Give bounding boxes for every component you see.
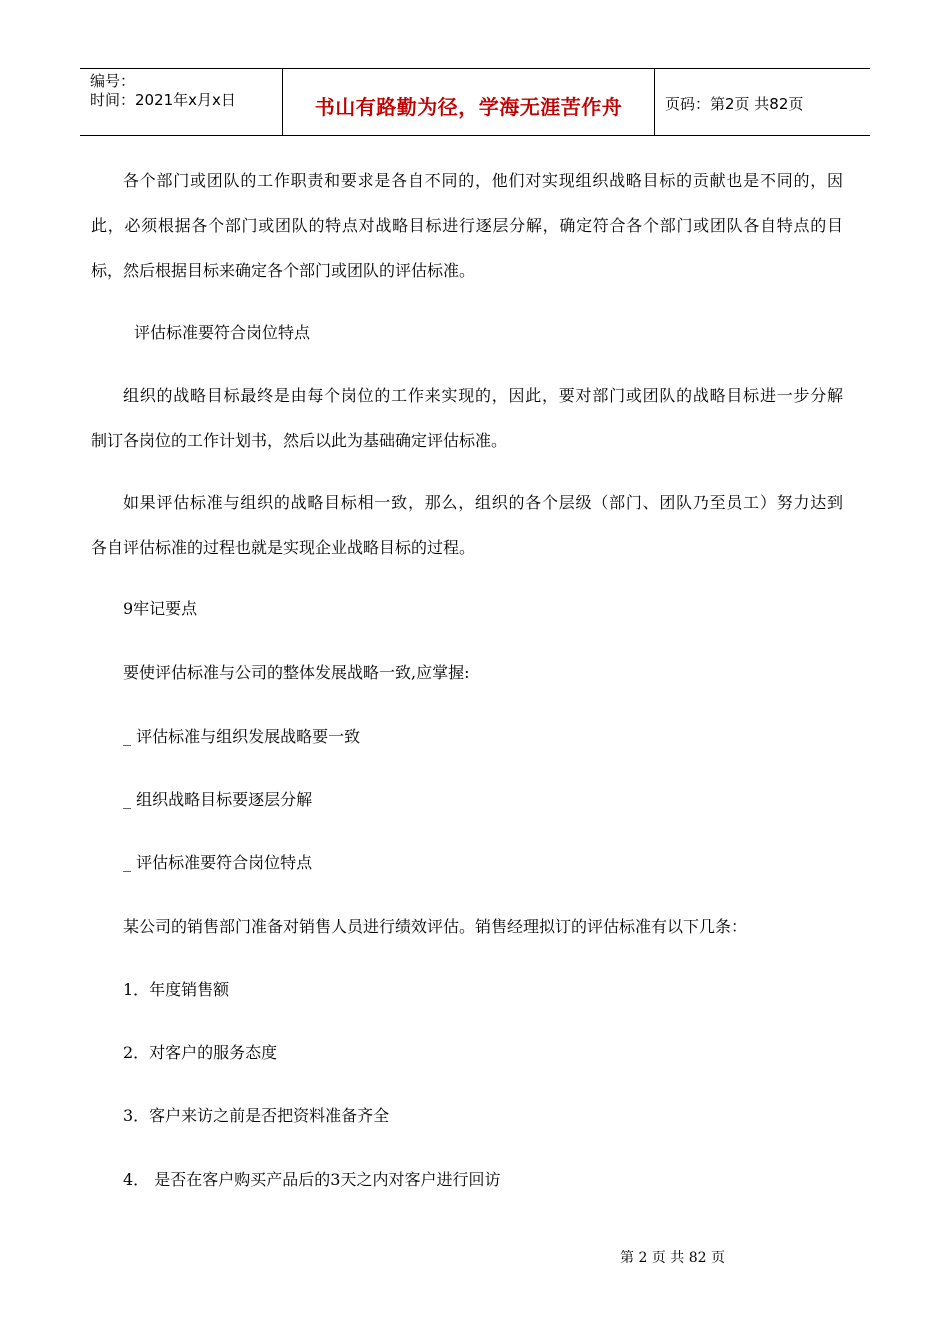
list-item: 1．年度销售额 (123, 980, 230, 999)
paragraph-line: 各个部门或团队的工作职责和要求是各自不同的，他们对实现组织战略目标的贡献也是不同的，因 (123, 171, 843, 190)
header-page-cell (655, 69, 870, 135)
subheading: 评估标准要符合岗位特点 (134, 323, 311, 342)
list-item: _ 组织战略目标要逐层分解 (123, 790, 313, 809)
case-intro: 某公司的销售部门准备对销售人员进行绩效评估。销售经理拟订的评估标准有以下几条： (123, 917, 748, 936)
paragraph-line: 标，然后根据目标来确定各个部门或团队的评估标准。 (91, 261, 476, 280)
header-motto-cell (282, 69, 655, 135)
page-label: 页码：第2页 共82页 (665, 95, 804, 113)
keypoints-intro: 要使评估标准与公司的整体发展战略一致,应掌握: (123, 663, 470, 682)
list-item: _ 评估标准与组织发展战略要一致 (123, 727, 361, 746)
page-header (80, 68, 870, 136)
date-label: 时间：2021年x月x日 (90, 91, 236, 109)
list-item: _ 评估标准要符合岗位特点 (123, 853, 313, 872)
motto: 书山有路勤为径，学海无涯苦作舟 (314, 95, 623, 119)
keypoints-title: 9牢记要点 (123, 599, 198, 618)
list-item: 3．客户来访之前是否把资料准备齐全 (123, 1106, 390, 1125)
list-item: 2．对客户的服务态度 (123, 1043, 278, 1062)
list-item: 4． 是否在客户购买产品后的3天之内对客户进行回访 (123, 1170, 501, 1189)
header-meta (80, 69, 282, 135)
paragraph-line: 制订各岗位的工作计划书，然后以此为基础确定评估标准。 (91, 431, 508, 450)
doc-number-label: 编号： (90, 72, 136, 90)
page-footer: 第 2 页 共 82 页 (620, 1250, 725, 1266)
paragraph-line: 各自评估标准的过程也就是实现企业战略目标的过程。 (91, 538, 476, 557)
paragraph-line: 组织的战略目标最终是由每个岗位的工作来实现的，因此，要对部门或团队的战略目标进一步分解 (123, 386, 843, 405)
paragraph-line: 如果评估标准与组织的战略目标相一致，那么，组织的各个层级（部门、团队乃至员工）努力达到 (123, 493, 843, 512)
paragraph-line: 此，必须根据各个部门或团队的特点对战略目标进行逐层分解，确定符合各个部门或团队各自特点的目 (91, 216, 843, 235)
